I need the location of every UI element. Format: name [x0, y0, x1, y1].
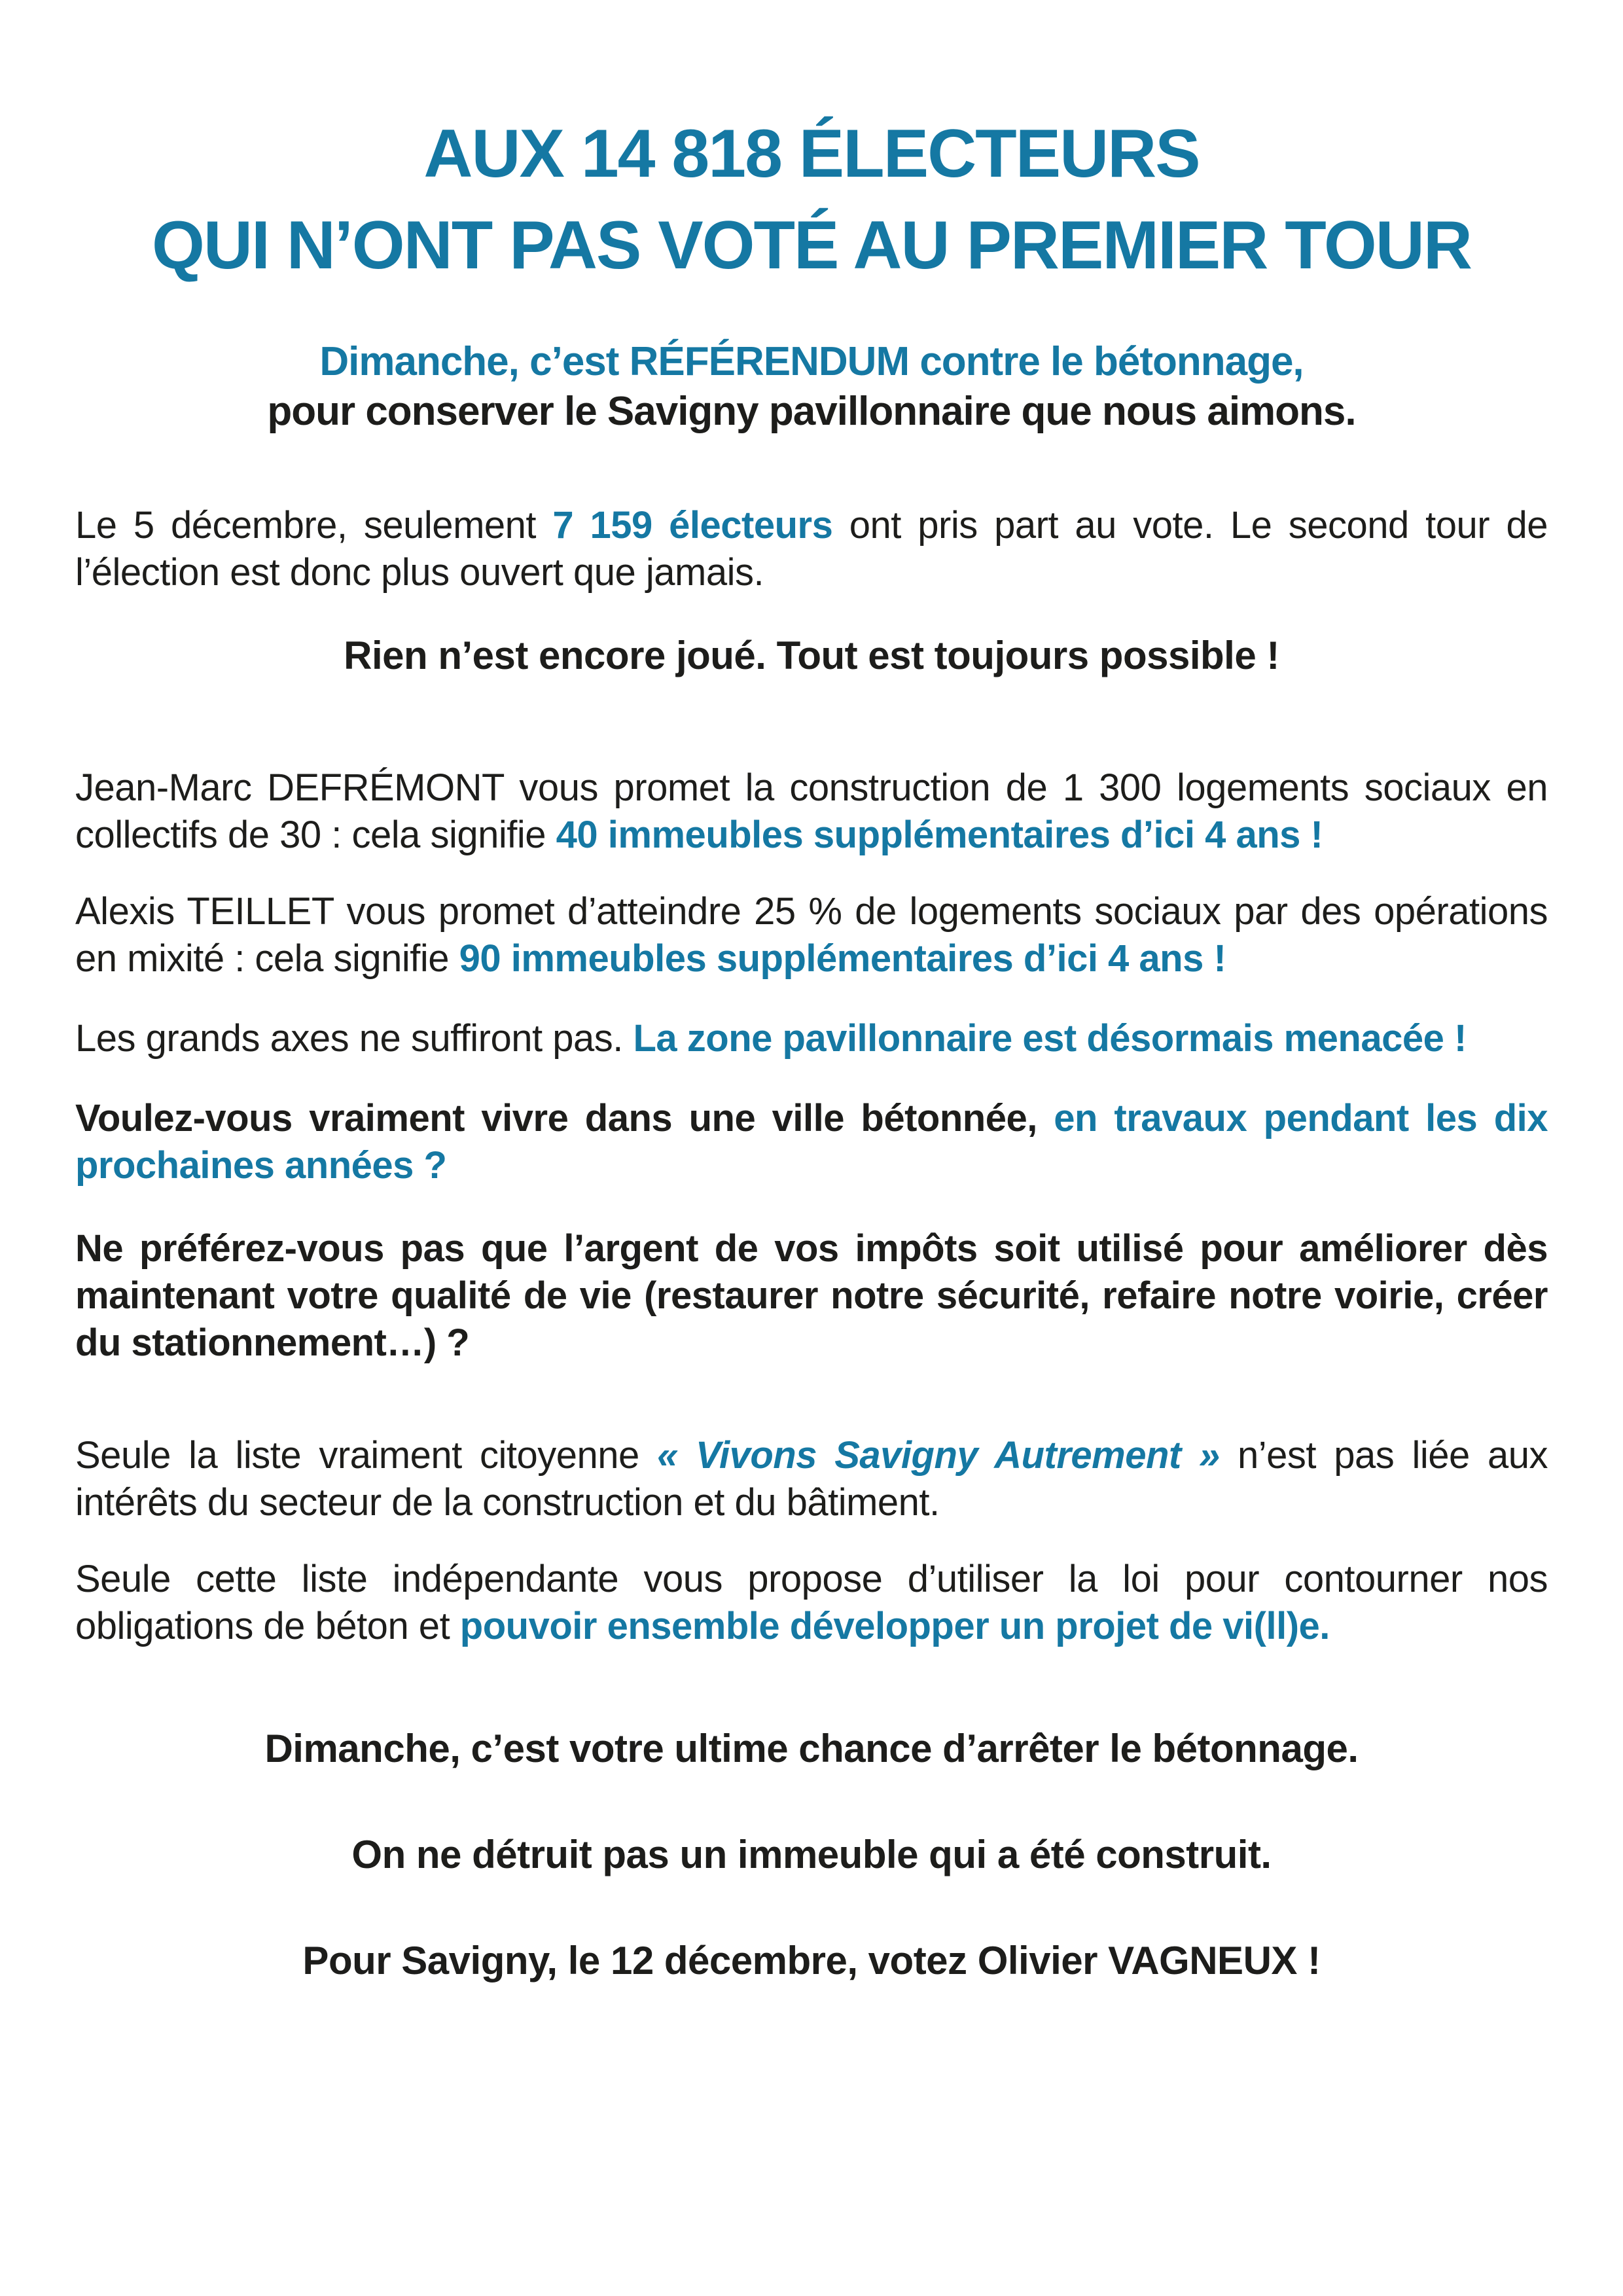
subtitle-line-accent: Dimanche, c’est RÉFÉRENDUM contre le bétonnage,: [319, 339, 1304, 384]
subtitle-line-dark: pour conserver le Savigny pavillonnaire que nous aimons.: [267, 389, 1356, 434]
paragraph-impots: Ne préférez-vous pas que l’argent de vos impôts soit utilisé pour améliorer dès maintenant votre qualité de vie (restaurer notre sécurité, refaire notre voirie, créer du stationnement…) ?: [75, 1227, 1548, 1364]
paragraph-axes: [75, 1015, 1548, 1062]
defremont-highlight: 40 immeubles supplémentaires d’ici 4 ans !: [556, 814, 1323, 856]
paragraph-liste-citoyenne: [75, 1432, 1548, 1526]
title-line-1: AUX 14 818 ÉLECTEURS: [423, 116, 1200, 192]
paragraph-defremont: [75, 764, 1548, 859]
defremont-text: Jean-Marc DEFRÉMONT vous promet la construction de 1 300 logements sociaux en collectifs de 30 : cela signifie: [75, 766, 1548, 856]
teillet-text: Alexis TEILLET vous promet d’atteindre 25 % de logements sociaux par des opérations en mixité : cela signifie: [75, 890, 1548, 980]
paragraph-ville-betonnee: [75, 1095, 1548, 1189]
title-line-2: QUI N’ONT PAS VOTÉ AU PREMIER TOUR: [151, 207, 1471, 283]
flyer-subtitle: [75, 337, 1548, 437]
citoyenne-text-1: Seule la liste vraiment citoyenne: [75, 1434, 657, 1477]
independante-text: Seule cette liste indépendante vous propose d’utiliser la loi pour contourner nos obligations de béton et: [75, 1558, 1548, 1647]
paragraph-turnout: [75, 502, 1548, 596]
turnout-text-2: ont pris part au vote. Le second tour de l’élection est donc plus ouvert que jamais.: [75, 504, 1548, 594]
paragraph-liste-independante: [75, 1556, 1548, 1650]
closing-line-3: Pour Savigny, le 12 décembre, votez Olivier VAGNEUX !: [302, 1939, 1321, 1982]
ville-question-dark: Voulez-vous vraiment vivre dans une ville bétonnée,: [75, 1097, 1037, 1139]
paragraph-teillet: [75, 888, 1548, 982]
independante-highlight: pouvoir ensemble développer un projet de vi(ll)e.: [459, 1605, 1330, 1647]
teillet-highlight: 90 immeubles supplémentaires d’ici 4 ans !: [459, 937, 1226, 980]
ville-question-accent: en travaux pendant les dix prochaines années ?: [75, 1097, 1548, 1187]
closing-line-1: Dimanche, c’est votre ultime chance d’arrêter le bétonnage.: [264, 1727, 1359, 1770]
citoyenne-text-2: n’est pas liée aux intérêts du secteur de la construction et du bâtiment.: [75, 1434, 1548, 1524]
flyer-title: [75, 108, 1548, 291]
axes-highlight: La zone pavillonnaire est désormais menacée !: [633, 1017, 1467, 1060]
turnout-voter-count: 7 159 électeurs: [552, 504, 833, 547]
citoyenne-list-name: « Vivons Savigny Autrement »: [656, 1434, 1220, 1477]
turnout-text-1: Le 5 décembre, seulement: [75, 504, 553, 547]
paragraph-slogan: Rien n’est encore joué. Tout est toujours possible !: [344, 634, 1279, 677]
axes-text: Les grands axes ne suffiront pas.: [75, 1017, 633, 1060]
closing-line-2: On ne détruit pas un immeuble qui a été construit.: [351, 1833, 1272, 1876]
